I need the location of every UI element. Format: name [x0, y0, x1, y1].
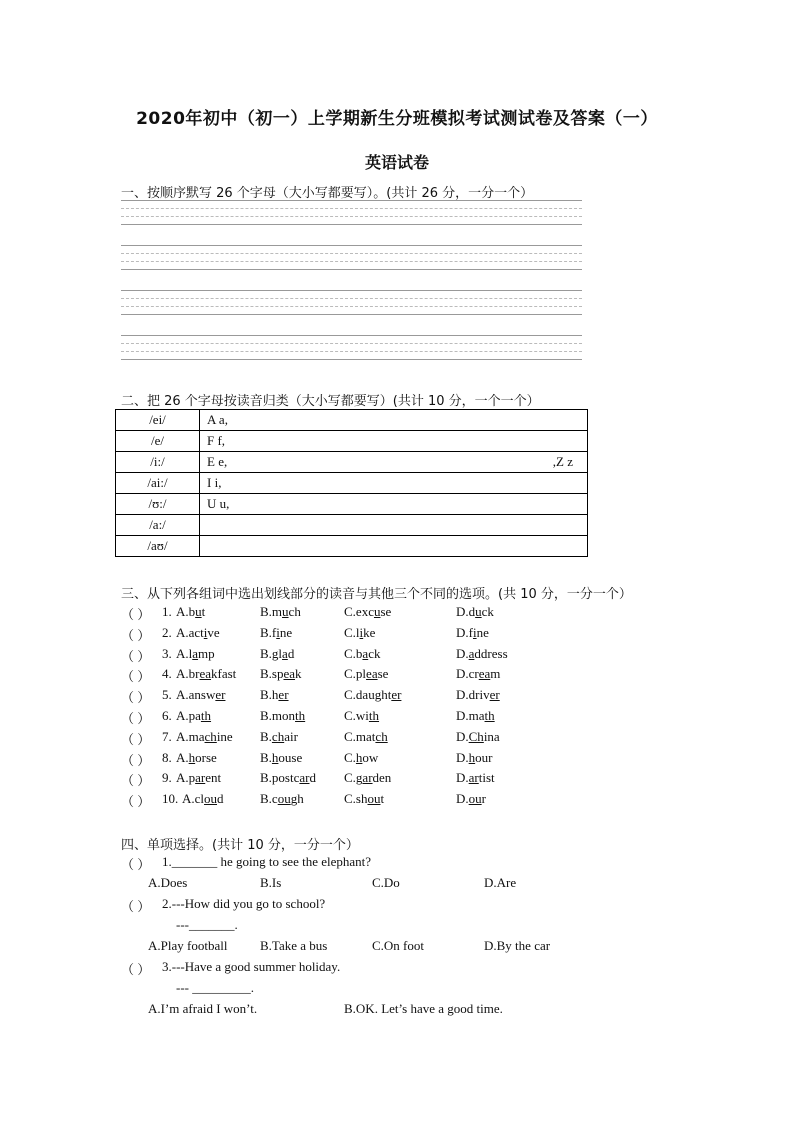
- phonetic-symbol: /ei/: [116, 410, 200, 431]
- word-part: D.ma: [456, 708, 485, 723]
- option-b: [260, 604, 301, 620]
- writing-line: [121, 224, 582, 225]
- underlined-part: i: [472, 624, 477, 640]
- option-b: [260, 625, 292, 641]
- underlined-part: ea: [283, 666, 296, 682]
- phonetic-row: [116, 515, 588, 536]
- word-part: C.daught: [344, 687, 392, 703]
- letters-cell[interactable]: [200, 515, 588, 536]
- word-part: C.pl: [344, 666, 367, 682]
- section4-heading: 四、单项选择。(共计 10 分，一分一个）: [121, 838, 359, 853]
- answer-paren[interactable]: （ ）: [121, 648, 151, 664]
- question-number: 10.: [162, 791, 179, 807]
- option-a: [176, 750, 217, 766]
- option-a: A.Does: [148, 875, 188, 890]
- word-part: B.: [260, 728, 272, 744]
- phonetic-row: [116, 536, 588, 557]
- word-part: ck: [481, 604, 494, 619]
- underlined-part: ea: [478, 666, 491, 682]
- option-a: [182, 791, 224, 807]
- answer-paren[interactable]: （ ）: [121, 899, 151, 914]
- underlined-part: u: [373, 604, 381, 619]
- answer-paren[interactable]: （ ）: [121, 690, 151, 706]
- writing-line: [121, 245, 582, 246]
- question-number: 3.: [162, 645, 172, 661]
- word-part: B.postc: [260, 770, 300, 786]
- option-a: A.I’m afraid I won’t.: [148, 1001, 258, 1016]
- word-part: d: [287, 645, 295, 661]
- word-part: r: [481, 791, 486, 807]
- word-part: air: [284, 728, 298, 744]
- exam-subtitle: 英语试卷: [364, 153, 429, 172]
- underlined-part: i: [359, 624, 364, 640]
- letters-text: A a,: [207, 412, 228, 427]
- writing-line: [121, 253, 582, 254]
- writing-line: [121, 306, 582, 307]
- answer-paren[interactable]: （ ）: [121, 773, 151, 789]
- option-c: C.On foot: [372, 938, 424, 953]
- underlined-part: th: [368, 708, 380, 723]
- word-part: B.sp: [260, 666, 284, 682]
- word-part: A.l: [176, 645, 193, 661]
- question-stem: 1._______ he going to see the elephant?: [162, 854, 372, 869]
- answer-paren[interactable]: （ ）: [121, 669, 151, 685]
- word-part: ve: [207, 624, 220, 640]
- underlined-part: h: [468, 749, 476, 765]
- phonetic-symbol: /e/: [116, 431, 200, 452]
- word-part: C.mat: [344, 728, 376, 744]
- underlined-part: a: [282, 645, 288, 661]
- phonetic-row: [116, 494, 588, 515]
- option-a: A.Play football: [148, 938, 228, 953]
- option-c: [344, 750, 378, 766]
- question-number: 1.: [162, 604, 172, 619]
- phonetic-symbol: /aʊ/: [116, 536, 200, 557]
- underlined-part: er: [489, 687, 500, 703]
- option-c: [344, 604, 391, 620]
- word-part: D.d: [456, 604, 476, 619]
- section2-heading: 二、把 26 个字母按读音归类（大小写都要写）(共计 10 分，一个一个）: [121, 394, 540, 409]
- word-part: B.h: [260, 687, 279, 703]
- underlined-part: ar: [362, 770, 373, 786]
- word-part: D.f: [456, 624, 473, 640]
- answer-paren[interactable]: （ ）: [121, 607, 151, 622]
- word-part: A.ma: [176, 728, 205, 744]
- question-number: 4.: [162, 666, 172, 682]
- word-part: A.br: [176, 666, 200, 682]
- word-part: mp: [198, 645, 215, 661]
- writing-line: [121, 298, 582, 299]
- word-part: A.act: [176, 624, 204, 640]
- phonetic-table: [115, 409, 588, 557]
- phonetic-symbol: /ʊ:/: [116, 494, 200, 515]
- question-number: 8.: [162, 749, 172, 765]
- writing-line: [121, 335, 582, 336]
- word-part: ne: [279, 624, 293, 640]
- letters-text: U u,: [207, 496, 230, 511]
- question-number: 5.: [162, 687, 172, 703]
- underlined-part: ou: [204, 791, 218, 807]
- underlined-part: ea: [366, 666, 378, 682]
- question-stem: 3.---Have a good summer holiday.: [162, 959, 341, 974]
- underlined-part: ou: [277, 791, 291, 807]
- question-number: 6.: [162, 708, 172, 723]
- question-number: 7.: [162, 728, 172, 744]
- underlined-part: th: [295, 708, 306, 723]
- underlined-part: i: [276, 624, 280, 640]
- word-part: ouse: [278, 749, 303, 765]
- underlined-part: ch: [375, 728, 388, 744]
- word-part: t: [201, 604, 206, 619]
- underlined-part: a: [468, 645, 475, 661]
- option-b: [260, 666, 302, 682]
- option-a: [176, 708, 211, 724]
- option-a: [176, 770, 221, 786]
- underlined-part: h: [355, 749, 363, 765]
- answer-paren[interactable]: （ ）: [121, 731, 151, 747]
- letters-cell[interactable]: [200, 431, 588, 452]
- phonetic-symbol: /i:/: [116, 452, 200, 473]
- phonetic-row: [116, 473, 588, 494]
- option-b: [260, 729, 298, 745]
- word-part: C.exc: [344, 604, 374, 619]
- word-part: C.l: [344, 624, 360, 640]
- option-d: [456, 687, 500, 703]
- option-c: [344, 646, 380, 662]
- writing-line: [121, 359, 582, 360]
- option-b: [260, 687, 289, 703]
- word-part: C.: [344, 749, 356, 765]
- option-d: [456, 750, 492, 766]
- option-d: [456, 770, 495, 786]
- underlined-part: er: [391, 687, 402, 703]
- letters-text: F f,: [207, 433, 226, 448]
- letters-extra: ,Z z: [552, 454, 573, 469]
- question-number: 2.: [162, 624, 172, 640]
- word-part: C.wi: [344, 708, 369, 723]
- word-part: kfast: [211, 666, 237, 682]
- underlined-part: ch: [271, 728, 285, 744]
- option-c: [344, 729, 388, 745]
- word-part: C.sh: [344, 791, 368, 807]
- word-part: ddress: [474, 645, 508, 661]
- word-part: ne: [476, 624, 489, 640]
- phonetic-row: [116, 410, 588, 431]
- option-a: [176, 646, 215, 662]
- option-a: [176, 666, 236, 682]
- phonetic-row: [116, 431, 588, 452]
- writing-line: [121, 351, 582, 352]
- underlined-part: a: [192, 645, 199, 661]
- option-a: [176, 604, 205, 620]
- word-part: ina: [483, 728, 500, 744]
- option-d: [456, 708, 495, 724]
- word-part: m: [490, 666, 501, 682]
- letters-cell[interactable]: [200, 494, 588, 515]
- dialog-answer-blank[interactable]: --- _________.: [176, 980, 254, 995]
- word-part: A.p: [176, 770, 196, 786]
- option-b: [260, 791, 304, 807]
- option-a: [176, 687, 225, 703]
- letters-text: E e,: [207, 454, 228, 469]
- word-part: D.: [456, 770, 469, 786]
- option-a: [176, 625, 220, 641]
- word-part: ch: [288, 604, 301, 619]
- writing-line: [121, 216, 582, 217]
- option-d: D.Are: [484, 875, 517, 890]
- word-part: ck: [368, 645, 381, 661]
- option-c: [344, 625, 375, 641]
- answer-paren[interactable]: （ ）: [121, 962, 151, 977]
- writing-line: [121, 269, 582, 270]
- word-part: orse: [195, 749, 217, 765]
- writing-line: [121, 343, 582, 344]
- underlined-part: u: [195, 604, 202, 619]
- word-part: ke: [363, 624, 376, 640]
- underlined-part: ar: [299, 770, 310, 786]
- writing-line: [121, 314, 582, 315]
- option-b: B.Take a bus: [260, 938, 328, 953]
- underlined-part: u: [475, 604, 482, 619]
- letters-cell[interactable]: [200, 452, 588, 473]
- word-part: A.cl: [182, 791, 205, 807]
- phonetic-symbol: /ai:/: [116, 473, 200, 494]
- underlined-part: th: [200, 708, 212, 723]
- word-part: D.cr: [456, 666, 479, 682]
- word-part: D.: [456, 645, 469, 661]
- writing-line: [121, 208, 582, 209]
- underlined-part: th: [484, 708, 495, 723]
- word-part: se: [377, 666, 389, 682]
- word-part: A.: [176, 749, 189, 765]
- option-d: [456, 646, 508, 662]
- underlined-part: a: [362, 645, 369, 661]
- option-a: [176, 729, 233, 745]
- letters-cell[interactable]: [200, 536, 588, 557]
- option-b: [260, 646, 294, 662]
- underlined-part: u: [282, 604, 289, 619]
- underlined-part: i: [203, 624, 208, 640]
- question-number: 9.: [162, 770, 172, 786]
- section1-heading: 一、按顺序默写 26 个字母（大小写都要写）。(共计 26 分，一分一个）: [121, 186, 534, 201]
- option-c: [344, 687, 401, 703]
- section3-heading: 三、从下列各组词中选出划线部分的读音与其他三个不同的选项。(共 10 分，一分一个）: [121, 587, 632, 602]
- underlined-part: Ch: [468, 728, 484, 744]
- word-part: B.mon: [260, 708, 296, 723]
- underlined-part: ar: [468, 770, 479, 786]
- word-part: ine: [216, 728, 233, 744]
- word-part: C.b: [344, 645, 363, 661]
- option-b: B.Is: [260, 875, 282, 890]
- word-part: d: [217, 791, 224, 807]
- option-d: [456, 625, 489, 641]
- underlined-part: er: [215, 687, 226, 703]
- option-b: B.OK. Let’s have a good time.: [344, 1001, 503, 1016]
- word-part: B.gl: [260, 645, 283, 661]
- option-d: D.By the car: [484, 938, 551, 953]
- word-part: B.m: [260, 604, 283, 619]
- word-part: ow: [362, 749, 379, 765]
- option-c: [344, 791, 384, 807]
- word-part: A.pa: [176, 708, 201, 723]
- answer-paren[interactable]: （ ）: [121, 752, 151, 768]
- option-d: [456, 666, 500, 682]
- writing-line: [121, 290, 582, 291]
- word-part: t: [380, 791, 385, 807]
- phonetic-row: [116, 452, 588, 473]
- option-b: [260, 770, 316, 786]
- word-part: D.: [456, 791, 469, 807]
- letters-cell[interactable]: [200, 473, 588, 494]
- answer-paren[interactable]: （ ）: [121, 857, 151, 872]
- option-b: [260, 708, 305, 724]
- word-part: den: [372, 770, 392, 786]
- answer-paren[interactable]: （ ）: [121, 794, 151, 810]
- underlined-part: h: [188, 749, 196, 765]
- option-b: [260, 750, 302, 766]
- underlined-part: ou: [367, 791, 381, 807]
- option-c: [344, 770, 391, 786]
- option-d: [456, 604, 494, 620]
- option-d: [456, 729, 500, 745]
- letters-cell[interactable]: [200, 410, 588, 431]
- underlined-part: ar: [195, 770, 206, 786]
- underlined-part: ou: [468, 791, 482, 807]
- word-part: tist: [478, 770, 495, 786]
- option-d: [456, 791, 486, 807]
- underlined-part: ch: [204, 728, 217, 744]
- word-part: se: [380, 604, 392, 619]
- writing-line: [121, 200, 582, 201]
- word-part: B.: [260, 749, 272, 765]
- answer-paren[interactable]: （ ）: [121, 627, 151, 643]
- underlined-part: ea: [199, 666, 212, 682]
- word-part: ent: [205, 770, 222, 786]
- word-part: d: [309, 770, 316, 786]
- word-part: B.f: [260, 624, 277, 640]
- word-part: D.driv: [456, 687, 490, 703]
- letters-text: I i,: [207, 475, 222, 490]
- phonetic-symbol: /a:/: [116, 515, 200, 536]
- underlined-part: er: [278, 687, 289, 703]
- question-stem: 2.---How did you go to school?: [162, 896, 326, 911]
- word-part: A.b: [176, 604, 196, 619]
- option-c: [344, 708, 379, 724]
- exam-title: 2020年初中（初一）上学期新生分班模拟考试测试卷及答案（一）: [136, 109, 658, 129]
- word-part: A.answ: [176, 687, 216, 703]
- word-part: gh: [290, 791, 304, 807]
- underlined-part: h: [271, 749, 279, 765]
- word-part: C.g: [344, 770, 363, 786]
- answer-paren[interactable]: （ ）: [121, 711, 151, 726]
- word-part: D.: [456, 749, 469, 765]
- option-c: C.Do: [372, 875, 400, 890]
- option-c: [344, 666, 388, 682]
- writing-line: [121, 261, 582, 262]
- word-part: our: [475, 749, 493, 765]
- dialog-answer-blank[interactable]: ---_______.: [176, 917, 238, 932]
- word-part: k: [295, 666, 302, 682]
- word-part: D.: [456, 728, 469, 744]
- word-part: B.c: [260, 791, 278, 807]
